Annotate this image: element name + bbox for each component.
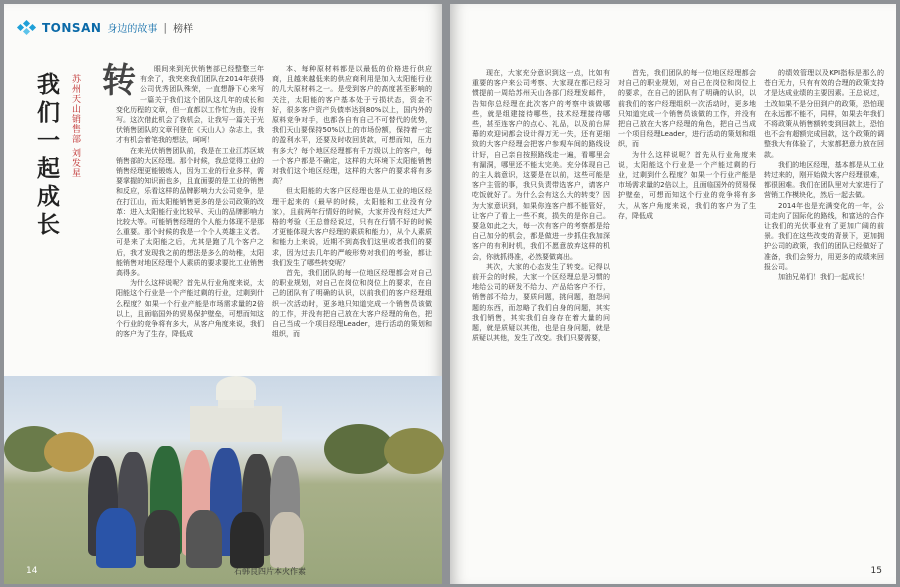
paragraph: 眼间来到光伏销售部已经整整三年有余了，我突来我们团队在2014年获得公司优秀团队殊荣，一直想静下心来写一篇关于我们这个团队这几年的成长和变化历程的文章，但一直都以工作忙为由，没有写。这次借此机会了我机会，让我写一篇关于光伏销售团队的文章刊登在《天山人》杂志上，我才有机会着笔我的想法，呵呵！ (116, 65, 264, 145)
article-column-2 (272, 64, 432, 374)
left-page (4, 4, 442, 584)
paragraph: 本、每种原材料都是以最低的价格进行供应商，且越来越低来的供应商利用是加入太阳能行业的几大原材料之一。是受到客户的高度甚至影响的关注，太阳能的客户基本处于亏损状态，资金不好，很多客户资产负债率达到80%以上，国内外的原料竞争对手，也都各自有自己不可替代的优势，我们天山要保持50%以上的市场份额，保持着一定的盈利水平，还要及时收回货款，可想而知，压力有多大？每个地区经理都有千万级以上的客户，每一个客户都是不确定，这样的大环境下太阳能销售对我们这个地区经理，这样的大客户的要求将有多高？ (272, 65, 432, 186)
subsection-label: 榜样 (173, 24, 194, 35)
article-column-1 (102, 61, 264, 374)
paragraph: 现在，大家充分意识到这一点，比如有重要的客户来公司考察、大家现在都已经习惯提前一周给苏州天山各部门经理发邮件，告知你总经理在此次客户的考察中该做哪些，就是组建接待哪些，技术经理接待哪些，甚至连客户的点心、礼品，以及前台屏幕的欢迎词都会设计得万无一失，还有更细致的大客户经理会把客户参观车间的路线设计好，自己亲自按照路线走一遍，看哪里会有漏洞，哪里还不能太完美。充分体现自己的主人翁意识，这要是在以前，这些可能是客户主管的事，我只负责带选客户，请客户吃饭就好了。为什么会有这么大的转变？因为大家意识到，如果你连客户都不能管好，让客户了看上一些不爽，损失的是你自己。要急如此之大，每一次有客户的考察都是给自己加分的机会，都是做进一步抓住我加深客户的有利时机，我们不愿意放弃这样的机会，你就抓得准，必然要做离出。 (472, 69, 610, 261)
article-author: 苏州天山销售部 刘发星 (70, 74, 80, 178)
paragraph: 的绩效管理以及KPI指标是那么的苍白无力，只有有效的合理的政策支持才是达成业绩的主要因素。王总说过，土改如果不是分田到户的政策，恐怕现在永远都不能不，同样，如果去年我们不将政策从销售额转变到回款上，恐怕也不会有超额完成回款，这个政策的调整我大有体验了，大家都把意力放在回款。 (764, 69, 884, 159)
paragraph: 首先，我们团队的每一位地区经理都会对自己的职业规划，对自己在岗位和岗位上的要求，在自己的团队有了明确的认识，以前我们的客户经理组织一次活动时，更多地只知道完成一个销售员该做的工作，并没有把自己放在大客户经理的角色，把自己当成一个项目经理Leader，进行活动的策划和组织，而 (272, 269, 432, 339)
paragraph: 为什么这样说呢？首先从行业角度来说，太阳能这个行业是一个产能过剩的行业，过剩到什么程度？如果一个行业产能是市场需求量的2倍以上，且面临国外的贸易保护壁垒，可想而知这个行业的竞争将有多大，从客户角度来说，我们的客户为了生存，降低成 (116, 279, 264, 339)
page-number-right: 15 (870, 566, 882, 576)
paragraph: 但太阳能的大客户区经理也是从工业的地区经理干起来的（最早的时候，太阳能和工业没有分家），且前两年行情好的时候，大家并没有经过大严格的考验（王总曾经说过，只有在行情不好的时候才更能体现大客户经理的素质和能力），从个人素质和能力上来说，近期不到高我们这里或者我们的要求，因为过去几年的严峻形势对我们的考验，都让我们发生了哪些转变呢？ (272, 187, 432, 267)
article-column-4 (618, 68, 756, 568)
team-photo (4, 376, 442, 584)
photo-caption: 石韩良四片本火作素 (234, 567, 306, 576)
paragraph: 其次，大家的心态发生了转变。记得以前开会的时候，大家一个区经理总是习惯的地给公司的研发不给力、产品给客户不行，销售部不给力，要质问题，挑问题，抱怨问题的东西，而忽略了我们自身的问题，其实我们销售，其实我们自身存在着大量的问题，就是质疑以其他，也是自身问题，就是质疑以其他，发生了改变。我们只要需要， (472, 262, 610, 343)
capitol-building-image (190, 376, 282, 442)
page-number-left: 14 (26, 566, 38, 576)
right-page (450, 4, 896, 584)
paragraph: 首先，我们团队的每一位地区经理都会对自己的职业规划，对自己在岗位和岗位上的要求，在自己的团队有了明确的认识，以前我们的客户经理组织一次活动时，更多地只知道完成一个销售员该做的工作，并没有把自己放在大客户经理的角色，把自己当成一个项目经理Leader，进行活动的策划和组织，而 (618, 69, 756, 149)
header-separator: | (163, 21, 168, 34)
paragraph: 在来光伏销售团队前，我是在工业江苏区域销售部的大区经理。那个时候，我总觉得工业的销售经理更能锻炼人，因为工业的行业多样，需要掌握的知识面也多，且直面要的是工业的销售和反应，乐看这样的品牌影响力大公司竞争，是在打江山，而太阳能销售更多的是公司政策的改革：进入太阳能行业比较早、天山的品牌影响力比较大等。可能销售经理的个人能力体现不是那么重要。那个时候的我是一个个人英雄主义者。可是来了太阳能之后，尤其是跑了几个客户之后，我才发现我之前的想法是多么的幼稚，太阳能销售对地区经理个人素质的要求要比工业销售高得多。 (116, 146, 264, 278)
article-title: 我们一起成长 (33, 72, 59, 240)
drop-cap: 转 (102, 61, 136, 101)
paragraph: 2014年也是充满变化的一年，公司走向了国际化的路线，和富达的合作让我们的光伏事业有了更加广阔的前景。我们在这些改变的背景下，更加拥护公司的政策，我们的团队已经做好了准备，我们会努力，用更多的成绩来回报公司。 (764, 201, 884, 271)
article-title-block (34, 72, 70, 240)
paragraph: 为什么这样说呢？首先从行业角度来说，太阳能这个行业是一个产能过剩的行业，过剩到什么程度？如果一个行业产能是市场需求量的2倍以上，且面临国外的贸易保护壁垒，可想而知这个行业的竞争将有多大，从客户角度来说，我们的客户为了生存，降低成 (618, 150, 756, 220)
tonsan-logo-icon (18, 21, 36, 35)
article-column-3 (472, 68, 610, 568)
brand-name: TONSAN (42, 20, 102, 35)
paragraph: 我们的地区经理，基本都是从工业转过来的，刚开始做大客户经理很难，都很困难。我们在团队里对大家进行了营销工作模块化，然后一起去做。 (764, 160, 884, 200)
article-column-5 (764, 68, 884, 568)
closing-line: 加油兄弟们！我们一起成长！ (778, 273, 869, 282)
magazine-header (18, 20, 193, 35)
section-label: 身边的故事 (107, 24, 158, 35)
